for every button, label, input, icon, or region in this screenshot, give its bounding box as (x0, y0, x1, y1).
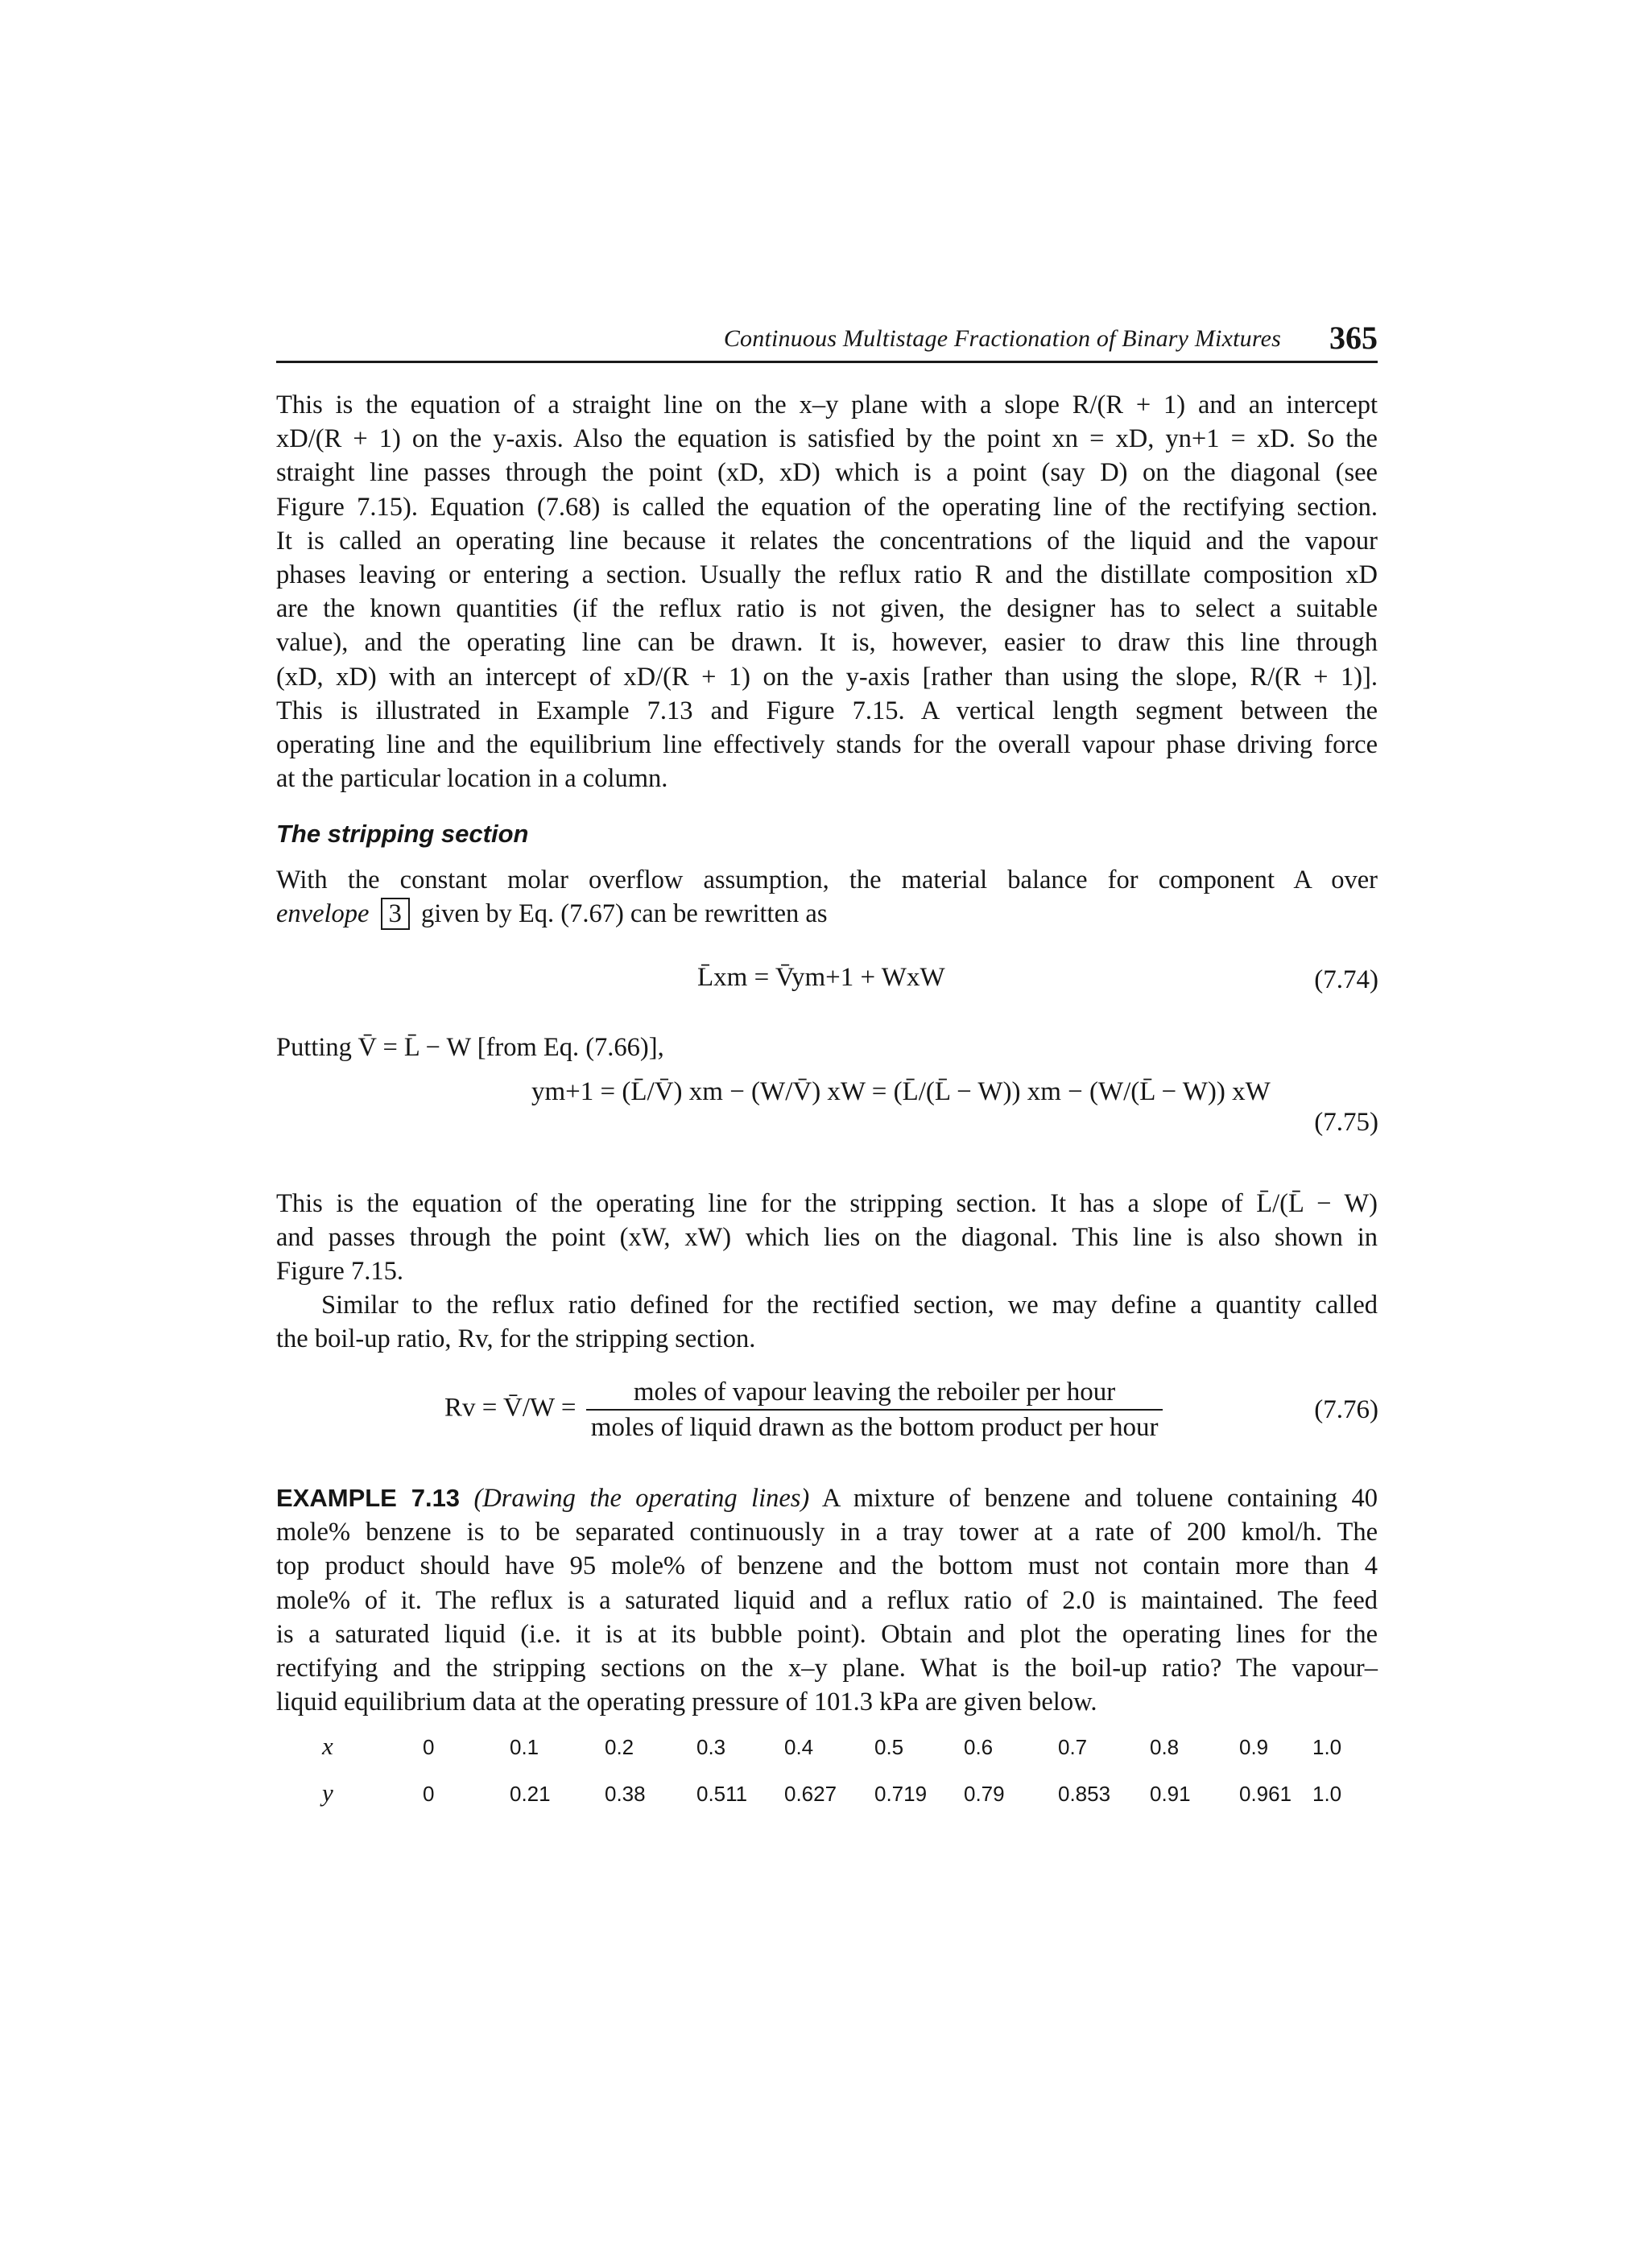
paragraph-body (276, 1187, 1378, 1289)
equation-7-76-fraction (586, 1377, 1163, 1443)
vle-cell-y: 0.79 (964, 1782, 1005, 1806)
vle-cell-x: 0.6 (964, 1735, 994, 1759)
text-line: It is called an operating line because it relates the concentrations of the liquid and the vapour (276, 526, 1378, 556)
text-line: straight line passes through the point (xD, xD) which is a point (say D) on the diagonal (see (276, 458, 1378, 488)
paragraph-stripping-intro (276, 863, 1378, 931)
vle-cell-x: 0.4 (784, 1735, 814, 1759)
equation-number-7-75: (7.75) (1314, 1108, 1378, 1137)
text-line: phases leaving or entering a section. Usually the reflux ratio R and the distillate composition xD (276, 560, 1378, 590)
text-line: (xD, xD) with an intercept of xD/(R + 1) on the y-axis [rather than using the slope, R/(R + 1)]. (276, 662, 1378, 692)
vle-x-label: x (322, 1732, 333, 1760)
text-line: and passes through the point (xW, xW) which lies on the diagonal. This line is also shown in (276, 1223, 1378, 1253)
vle-cell-x: 0.2 (605, 1735, 634, 1759)
header-rule (276, 361, 1378, 363)
text-line: Similar to the reflux ratio defined for the rectified section, we may define a quantity called (321, 1291, 1378, 1320)
paragraph-body (276, 388, 1378, 795)
paragraph-body (276, 863, 1378, 931)
fraction-denominator: moles of liquid drawn as the bottom product per hour (590, 1413, 1159, 1442)
vle-cell-y: 0 (423, 1782, 435, 1806)
equation-7-76-lhs: Rv = V̄/W (444, 1393, 555, 1423)
text-line: Figure 7.15. (276, 1257, 403, 1287)
vle-cell-x: 0.5 (874, 1735, 904, 1759)
vle-cell-x: 1.0 (1312, 1735, 1342, 1759)
vle-cell-x: 0.8 (1150, 1735, 1180, 1759)
vle-cell-y: 0.38 (605, 1782, 646, 1806)
text-line: operating line and the equilibrium line effectively stands for the overall vapour phase driving force (276, 730, 1378, 760)
section-heading-stripping: The stripping section (276, 820, 529, 848)
example-label: EXAMPLE 7.13 (276, 1484, 461, 1512)
fraction-numerator: moles of vapour leaving the reboiler per hour (586, 1377, 1163, 1411)
equation-7-75 (531, 1077, 1271, 1107)
vle-cell-x: 0.9 (1239, 1735, 1269, 1759)
envelope-word: envelope (276, 899, 370, 929)
equation-7-76 (444, 1377, 1166, 1443)
running-title: Continuous Multistage Fractionation of Binary Mixtures (723, 325, 1281, 352)
equation-7-74: L̄xm = V̄ym+1 + WxW (697, 963, 945, 992)
text-line: Figure 7.15). Equation (7.68) is called the equation of the operating line of the rectifying section. (276, 492, 1378, 522)
paragraph-body (276, 1288, 1378, 1356)
paragraph-stripping-line (276, 1187, 1378, 1289)
running-header (276, 319, 1378, 361)
vle-cell-x: 0.7 (1058, 1735, 1088, 1759)
vle-cell-x: 0 (423, 1735, 435, 1759)
vle-cell-y: 0.719 (874, 1782, 928, 1806)
text-line: This is the equation of the operating line for the stripping section. It has a slope of L̄/(L̄ − W) (276, 1189, 1378, 1218)
text-line: rectifying and the stripping sections on the x–y plane. What is the boil-up ratio? The vapour– (276, 1654, 1378, 1683)
text-line-envelope (276, 897, 1378, 931)
vle-cell-y: 0.853 (1058, 1782, 1111, 1806)
envelope-number-box: 3 (381, 898, 410, 930)
vle-cell-y: 0.21 (510, 1782, 551, 1806)
vle-y-label: y (322, 1778, 333, 1807)
paragraph-boilup-ratio (276, 1288, 1378, 1356)
example-first-line (276, 1481, 1378, 1515)
example-title: (Drawing the operating lines) (473, 1484, 810, 1513)
vle-cell-y: 0.511 (696, 1782, 748, 1806)
paragraph-operating-line-rectifying (276, 388, 1378, 795)
vle-cell-y: 0.91 (1150, 1782, 1191, 1806)
text-line: is a saturated liquid (i.e. it is at its bubble point). Obtain and plot the operating lines for the (276, 1619, 1378, 1649)
vle-cell-y: 1.0 (1312, 1782, 1342, 1806)
text-line: are the known quantities (if the reflux ratio is not given, the designer has to select a suitable (276, 594, 1378, 624)
text-line: at the particular location in a column. (276, 764, 668, 794)
vle-cell-x: 0.1 (510, 1735, 539, 1759)
equation-7-75-text: ym+1 = (L̄/V̄) xm − (W/V̄) xW = (L̄/(L̄ − W)) xm − (W/(L̄ − W)) xW (531, 1077, 1271, 1106)
text-line: liquid equilibrium data at the operating pressure of 101.3 kPa are given below. (276, 1688, 1097, 1717)
text-line: xD/(R + 1) on the y-axis. Also the equation is satisfied by the point xn = xD, yn+1 = xD. So the (276, 424, 1378, 454)
vle-cell-y: 0.961 (1239, 1782, 1292, 1806)
text-line: With the constant molar overflow assumption, the material balance for component A over (276, 865, 1378, 894)
example-7-13 (276, 1481, 1378, 1719)
equation-number-7-74: (7.74) (1314, 965, 1378, 994)
putting-statement: Putting V̄ = L̄ − W [from Eq. (7.66)], (276, 1033, 664, 1062)
text-line: value), and the operating line can be drawn. It is, however, easier to draw this line through (276, 628, 1378, 658)
intro-rest: given by Eq. (7.67) can be rewritten as (420, 899, 828, 929)
equation-number-7-76: (7.76) (1314, 1395, 1378, 1424)
example-body (276, 1481, 1378, 1719)
text-line: This is the equation of a straight line on the x–y plane with a slope R/(R + 1) and an intercept (276, 390, 1378, 419)
vle-cell-y: 0.627 (784, 1782, 837, 1806)
example-text: A mixture of benzene and toluene containing 40 (821, 1484, 1378, 1513)
page-number: 365 (1329, 320, 1378, 356)
text-line: top product should have 95 mole% of benzene and the bottom must not contain more than 4 (276, 1551, 1378, 1581)
text-line: This is illustrated in Example 7.13 and Figure 7.15. A vertical length segment between the (276, 696, 1378, 725)
text-line: the boil-up ratio, Rv, for the stripping section. (276, 1324, 756, 1354)
text-line: mole% of it. The reflux is a saturated liquid and a reflux ratio of 2.0 is maintained. The feed (276, 1585, 1378, 1615)
vle-cell-x: 0.3 (696, 1735, 726, 1759)
equals-sign: = (560, 1393, 583, 1423)
text-line: mole% benzene is to be separated continuously in a tray tower at a rate of 200 kmol/h. The (276, 1518, 1378, 1547)
